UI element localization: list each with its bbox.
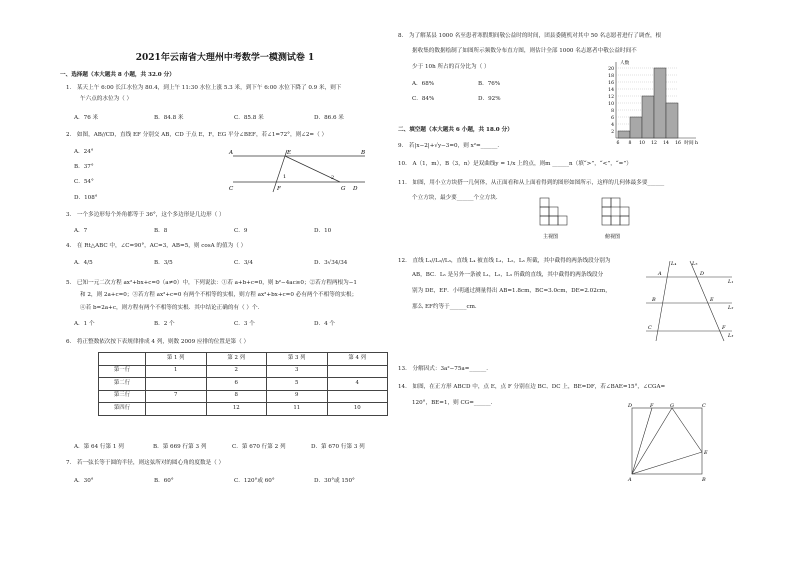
- label-e: E: [710, 297, 714, 303]
- question-3-text: 3． 一个多边形每个外角都等于 36°，这个多边形是几边形（ ）: [66, 212, 225, 218]
- angle-2-label: 2: [331, 175, 335, 181]
- question-5-line3: ④若 b=2a+c，则方程有两个不相等的实根．其中结论正确的有（ ）个．: [80, 305, 264, 311]
- table-cell: 8: [206, 390, 267, 403]
- histogram-bar: [666, 103, 678, 138]
- question-6-options: [74, 443, 384, 451]
- label-b: B: [652, 297, 656, 303]
- x-tick-label: 16: [675, 141, 681, 146]
- label-d: D: [353, 186, 358, 192]
- option-a[interactable]: A．第 64 行第 1 列: [74, 444, 124, 450]
- section-heading-fill: 二、填空题（本大题共 6 小题，共 18.0 分）: [398, 127, 513, 133]
- table-cell: 5: [267, 378, 328, 391]
- option-a[interactable]: A．4/5: [74, 260, 93, 266]
- top-view: [602, 198, 629, 225]
- option-c[interactable]: C．120°或 60°: [234, 478, 275, 484]
- label-e: E: [704, 450, 708, 456]
- option-d[interactable]: D．第 670 行第 3 列: [310, 444, 365, 450]
- question-13-text: 13． 分解因式：3a²−75a=______．: [398, 366, 492, 372]
- label-b: B: [702, 477, 706, 482]
- table-cell: 7: [146, 390, 207, 403]
- question-6-text: 6． 将正整数依次按下表规律排成 4 列，则数 2009 应排的位置是第（ ）: [66, 339, 250, 345]
- option-b[interactable]: B．3/5: [154, 260, 173, 266]
- option-a[interactable]: A．76 米: [74, 115, 99, 121]
- left-column: [60, 0, 390, 562]
- question-14-line2: 120°，BE=1，则 CG=______．: [412, 400, 497, 406]
- option-c[interactable]: C．85.8 米: [234, 115, 264, 121]
- question-1-line1: 1． 某天上午 6:00 长江水位为 80.4，到上午 11:30 水位上涨 5.3 米，到下午 6:00 水位下降了 0.9 米，则下: [66, 85, 342, 91]
- question-8-line1: 8． 为了解某县 1000 名至患者寒假期间敬公益时的时间，团县委随机对其中 50 名志愿者进行了调查，根: [398, 33, 662, 39]
- table-cell: 4: [327, 378, 388, 391]
- question-8-line3: 少于 10h 所占的百分比为（ ）: [412, 64, 490, 70]
- y-axis-label: 人数: [620, 61, 630, 66]
- section-heading-choice: 一、选择题（本大题共 8 小题，共 32.0 分）: [60, 72, 175, 78]
- x-tick-label: 12: [651, 141, 657, 146]
- page-title: 2021年云南省大理州中考数学一模测试卷 1: [135, 53, 315, 63]
- right-column: [398, 0, 736, 562]
- label-l4: L₄: [671, 261, 677, 267]
- label-e: E: [287, 150, 292, 156]
- option-c[interactable]: C．9: [234, 228, 248, 234]
- option-a[interactable]: A．24°: [74, 149, 94, 155]
- option-a[interactable]: A．1 个: [74, 321, 95, 327]
- question-5-options: [74, 320, 384, 328]
- question-7-text: 7． 若一弦长等于圆的半径，则这弦所对的圆心角的度数是（ ）: [66, 460, 225, 466]
- table-cell: 第四行: [99, 403, 146, 416]
- table-cell: [99, 353, 146, 366]
- question-10-text: 10． A（1，m），B（3，n）是双曲线y = 1/x 上的点，则m ______n（填“>”，“<”，“=”）: [398, 161, 632, 167]
- question-11-line2: 个立方块，最少要______个立方块．: [412, 195, 502, 201]
- parallel-lines-figure: [225, 146, 375, 194]
- front-view: [540, 198, 567, 225]
- histogram-bar: [618, 131, 630, 138]
- option-d[interactable]: D．92%: [478, 96, 501, 102]
- table-header-row: [99, 353, 388, 366]
- label-f: F: [277, 186, 281, 192]
- option-c[interactable]: C．第 670 行第 2 列: [231, 444, 286, 450]
- question-9-text: 9． 若|x−2|+√y−3=0，则 x²=______．: [398, 143, 504, 149]
- question-11-line1: 11． 如图，用小立方块搭一几何体，从正面看和从上面看得到的图形如图所示，这样的几何体最多要______: [398, 180, 665, 186]
- table-row: [99, 403, 388, 416]
- table-cell: [327, 390, 388, 403]
- question-1-line2: 午六点的水位为（ ）: [80, 96, 133, 102]
- y-tick-label: 10: [608, 101, 614, 107]
- label-c: C: [648, 325, 652, 331]
- y-tick-label: 2: [611, 129, 614, 135]
- option-b[interactable]: B．第 669 行第 3 列: [152, 444, 207, 450]
- y-tick-label: 16: [608, 80, 614, 86]
- table-cell: 第三行: [99, 390, 146, 403]
- option-b[interactable]: B．60°: [154, 478, 174, 484]
- table-cell: 1: [146, 365, 207, 378]
- label-d: D: [628, 403, 633, 409]
- question-1-options: [74, 114, 384, 122]
- histogram-bar: [630, 117, 642, 138]
- label-a: A: [229, 150, 234, 156]
- question-12-line1: 12． 直线 L₁//L₂//L₃，直线 L₄ 被直线 L₁，L₂，L₃ 所截，其中截得的两条线段分别为: [398, 258, 611, 264]
- x-tick-label: 14: [663, 141, 669, 146]
- y-tick-label: 14: [608, 87, 614, 93]
- x-tick-label: 10: [639, 141, 645, 146]
- label-l3: L₃: [728, 333, 734, 339]
- question-5-line1: 5． 已知一元二次方程 ax²+bx+c=0（a≠0）中，下列说法：①若 a+b+c=0，则 b²−4ac≥0；②若方程两根为−1: [66, 280, 357, 286]
- table-row: [99, 390, 388, 403]
- x-tick-label: 6: [616, 141, 620, 146]
- option-b[interactable]: B．76%: [478, 81, 501, 87]
- question-5-line2: 和 2，则 2a+c=0；③若方程 ax²+c=0 有两个不相等的实根，则方程 ax²+bx+c=0 必有两个不相等的实根；: [80, 292, 358, 298]
- label-d: D: [700, 271, 705, 277]
- question-2-text: 2． 如图，AB//CD，直线 EF 分别交 AB，CD 于点 E，F，EG 平分∠BEF，若∠1=72°，则∠2=（ ）: [66, 132, 328, 138]
- table-row: [99, 365, 388, 378]
- label-a: A: [628, 477, 632, 482]
- question-12-line4: 那么 EF约等于______cm．: [412, 304, 481, 310]
- label-l5: L₅: [692, 261, 698, 267]
- option-a[interactable]: A．7: [74, 228, 88, 234]
- option-d[interactable]: D．30°或 150°: [314, 478, 355, 484]
- label-f: F: [650, 403, 654, 409]
- question-4-text: 4． 在 Rt△ABC 中，∠C=90°，AC=3，AB=5，则 cosA 的值为（ ）: [66, 243, 247, 249]
- histogram-bar: [642, 96, 654, 138]
- question-3-options: [74, 227, 384, 235]
- transversals-figure: [644, 257, 736, 343]
- option-b[interactable]: B．84.8 米: [154, 115, 184, 121]
- option-b[interactable]: B．2 个: [154, 321, 175, 327]
- label-c: C: [702, 403, 706, 409]
- question-4-options: [74, 259, 384, 267]
- y-tick-label: 4: [611, 122, 614, 128]
- question-7-options: [74, 477, 384, 485]
- table-cell: [327, 365, 388, 378]
- label-a: A: [658, 271, 662, 277]
- label-c: C: [229, 186, 234, 192]
- table-cell: [146, 403, 207, 416]
- option-c[interactable]: C．84%: [412, 96, 435, 102]
- option-c[interactable]: C．3 个: [234, 321, 255, 327]
- y-tick-label: 8: [611, 108, 614, 114]
- top-view-label: 俯视图: [605, 234, 621, 240]
- label-b: B: [361, 150, 366, 156]
- option-a[interactable]: A．30°: [74, 478, 94, 484]
- cube-views-figure: [538, 196, 658, 252]
- table-cell: 第 2 列: [206, 353, 267, 366]
- question-12-line2: AB，BC．L₅ 是另外一条被 L₁，L₂，L₃ 所截的直线，其中截得的两条线段分: [412, 272, 604, 278]
- label-l1: L₁: [728, 279, 734, 285]
- angle-1-label: 1: [283, 174, 287, 180]
- option-d[interactable]: D．4 个: [314, 321, 336, 327]
- y-tick-label: 18: [608, 73, 614, 79]
- option-d[interactable]: D．10: [314, 228, 332, 234]
- number-table: [98, 352, 388, 416]
- label-g: G: [341, 186, 346, 192]
- table-cell: 第一行: [99, 365, 146, 378]
- x-axis-label: 时间 h: [684, 141, 698, 146]
- option-c[interactable]: C．54°: [74, 179, 94, 185]
- question-12-line3: 别为 DE，EF．小明通过测量得出 AB=1.8cm，BC=3.0cm，DE=2.02cm，: [412, 288, 611, 294]
- option-a[interactable]: A．68%: [412, 81, 435, 87]
- frequency-histogram: [594, 58, 712, 152]
- question-8-line2: 据收集的数据绘制了如图所示频数分布直方图，则估计全部 1000 名志愿者中敬公益时间不: [412, 48, 637, 54]
- table-cell: 第二行: [99, 378, 146, 391]
- option-c[interactable]: C．3/4: [234, 260, 253, 266]
- table-cell: 6: [206, 378, 267, 391]
- table-cell: 9: [267, 390, 328, 403]
- x-tick-label: 8: [628, 141, 632, 146]
- label-l2: L₂: [728, 305, 734, 311]
- option-b[interactable]: B．37°: [74, 164, 94, 170]
- option-d[interactable]: D．108°: [74, 195, 98, 201]
- table-cell: 11: [267, 403, 328, 416]
- table-cell: 第 4 列: [327, 353, 388, 366]
- square-figure: [626, 402, 710, 482]
- label-g: G: [670, 403, 674, 409]
- table-cell: 12: [206, 403, 267, 416]
- table-cell: 3: [267, 365, 328, 378]
- label-f: F: [722, 325, 726, 331]
- front-view-label: 主视图: [543, 234, 559, 240]
- table-row: [99, 378, 388, 391]
- option-b[interactable]: B．8: [154, 228, 168, 234]
- y-tick-label: 20: [608, 66, 614, 72]
- table-cell: 第 1 列: [146, 353, 207, 366]
- y-tick-label: 6: [611, 115, 614, 121]
- option-d[interactable]: D．86.6 米: [314, 115, 344, 121]
- table-cell: [146, 378, 207, 391]
- histogram-bar: [654, 68, 666, 138]
- option-d[interactable]: D．3√34/34: [314, 260, 348, 266]
- table-cell: 第 3 列: [267, 353, 328, 366]
- table-cell: 2: [206, 365, 267, 378]
- question-14-line1: 14． 如图，在正方形 ABCD 中，点 E，点 F 分别在边 BC、DC 上，BE=DF，若∠BAE=15°，∠CGA=: [398, 384, 666, 390]
- table-cell: 10: [327, 403, 388, 416]
- y-tick-label: 12: [608, 94, 614, 100]
